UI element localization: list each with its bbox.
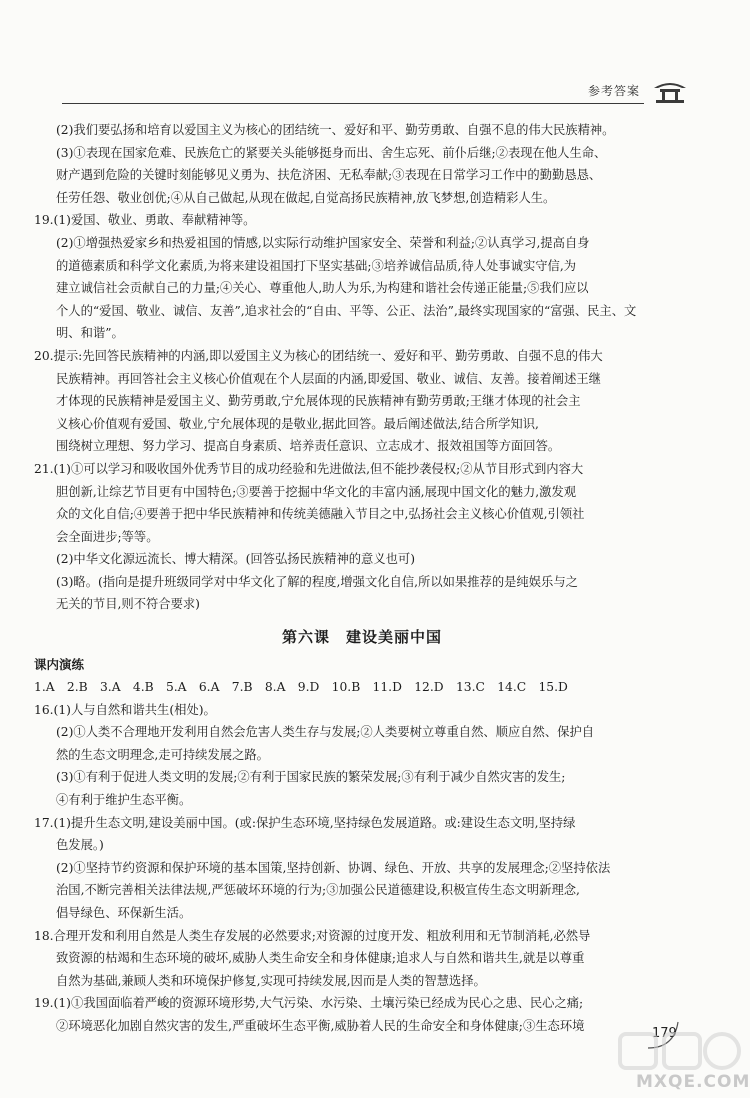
answer-line: 然的生态文明理念,走可持续发展之路。 [56, 747, 269, 762]
answer-line: 17.(1)提升生态文明,建设美丽中国。(或:保护生态环境,坚持绿色发展道路。或:建设生态文明,坚持绿 [34, 815, 576, 830]
page-header [62, 76, 692, 106]
answer-line: (3)①有利于促进人类文明的发展;②有利于国家民族的繁荣发展;③有利于减少自然灾害的发生; [56, 770, 566, 785]
answer-line: 19.(1)爱国、敬业、勇敢、奉献精神等。 [34, 213, 256, 228]
answer-line: (3)①表现在国家危难、民族危亡的紧要关头能够挺身而出、舍生忘死、前仆后继;②表现在他人生命、 [56, 145, 607, 160]
answer-line: 任劳任怨、敬业创优;④从自己做起,从现在做起,自觉高扬民族精神,放飞梦想,创造精彩人生。 [56, 190, 556, 205]
answers-lesson-6 [34, 676, 690, 1038]
header-rule [62, 103, 644, 104]
answer-line: (3)略。(指向是提升班级同学对中华文化了解的程度,增强文化自信,所以如果推荐的是纯娱乐与之 [56, 574, 578, 589]
answer-content [34, 119, 690, 1038]
answer-line: 建立诚信社会贡献自己的力量;④关心、尊重他人,助人为乐,为构建和谐社会传递正能量;⑤我们应以 [56, 281, 589, 296]
lesson-title: 第六课 建设美丽中国 [281, 628, 442, 647]
answer-line: 致资源的枯竭和生态环境的破坏,威胁人类生命安全和身体健康;追求人与自然和谐共生,就是以尊重 [56, 951, 585, 966]
answer-line: 21.(1)①可以学习和吸收国外优秀节目的成功经验和先进做法,但不能抄袭侵权;②从节目形式到内容大 [34, 461, 584, 476]
answer-line: 明、和谐”。 [56, 326, 124, 341]
watermark-text: MXQE.COM [636, 1072, 750, 1092]
answer-line: 会全面进步;等等。 [56, 529, 159, 544]
page-number: 179 [652, 1026, 677, 1041]
answer-line: (2)①增强热爱家乡和热爱祖国的情感,以实际行动维护国家安全、荣誉和利益;②认真学习,提高自身 [56, 235, 590, 250]
answer-line: 围绕树立理想、努力学习、提高自身素质、培养责任意识、立志成才、报效祖国等方面回答。 [56, 439, 561, 454]
answer-line: (2)中华文化源远流长、博大精深。(回答弘扬民族精神的意义也可) [56, 552, 416, 567]
answer-line: ②环境恶化加剧自然灾害的发生,严重破坏生态平衡,威胁着人民的生命安全和身体健康;③生态环境 [56, 1018, 585, 1033]
answer-line: 的道德素质和科学文化素质,为将来建设祖国打下坚实基础;③培养诚信品质,待人处事诚实守信,为 [56, 258, 577, 273]
header-label: 参考答案 [587, 84, 640, 98]
answer-line: 治国,不断完善相关法律法规,严惩破坏环境的行为;③加强公民道德建设,积极宣传生态文明新理念, [56, 883, 580, 898]
answer-line: 倡导绿色、环保新生活。 [56, 906, 192, 920]
answer-line: 众的文化自信;④要善于把中华民族精神和传统美德融入节目之中,弘扬社会主义核心价值观,引领社 [56, 507, 585, 522]
answer-line: 1.A 2.B 3.A 4.B 5.A 6.A 7.B 8.A 9.D 10.B 11.D 12.D 13.C 14.C 15.D [34, 680, 568, 695]
answer-line: 19.(1)①我国面临着严峻的资源环境形势,大气污染、水污染、土壤污染已经成为民心之患、民心之痛; [34, 996, 584, 1011]
answer-line: (2)①坚持节约资源和保护环境的基本国策,坚持创新、协调、绿色、开放、共享的发展理念;②坚持依法 [56, 860, 611, 875]
answers-lesson-5 [34, 119, 690, 616]
answer-line: 财产遇到危险的关键时刻能够见义勇为、扶危济困、无私奉献;③表现在日常学习工作中的勤勤恳恳、 [56, 168, 602, 183]
section-heading: 课内演练 [34, 657, 85, 673]
answer-line: (2)我们要弘扬和培育以爱国主义为核心的团结统一、爱好和平、勤劳勇敢、自强不息的伟大民族精神。 [56, 123, 615, 137]
answer-line: 20.提示:先回答民族精神的内涵,即以爱国主义为核心的团结统一、爱好和平、勤劳勇敢、自强不息的伟大 [34, 348, 603, 363]
pavilion-icon [648, 76, 692, 106]
answer-line: (2)①人类不合理地开发利用自然会危害人类生存与发展;②人类要树立尊重自然、顺应自然、保护自 [56, 725, 595, 740]
answer-line: ④有利于维护生态平衡。 [56, 793, 192, 808]
answer-line: 个人的“爱国、敬业、诚信、友善”,追求社会的“自由、平等、公正、法治”,最终实现国家的“富强、民主、文 [56, 303, 637, 318]
answer-line: 才体现的民族精神是爱国主义、勤劳勇敢,宁允展体现的民族精神有勤劳勇敢;王继才体现的社会主 [56, 394, 581, 409]
answer-line: 义核心价值观有爱国、敬业,宁允展体现的是敬业,据此回答。最后阐述做法,结合所学知识, [56, 416, 539, 431]
answer-line: 自然为基础,兼顾人类和环境保护修复,实现可持续发展,因而是人类的智慧选择。 [56, 973, 486, 988]
answer-line: 胆创新,让综艺节目更有中国特色;③要善于挖掘中华文化的丰富内涵,展现中国文化的魅力,激发观 [56, 484, 577, 499]
answer-line: 18.合理开发和利用自然是人类生存发展的必然要求;对资源的过度开发、粗放利用和无节制消耗,必然导 [34, 928, 591, 943]
answer-line: 民族精神。再回答社会主义核心价值观在个人层面的内涵,即爱国、敬业、诚信、友善。接着阐述王继 [56, 371, 601, 386]
answer-line: 16.(1)人与自然和谐共生(相处)。 [34, 702, 216, 717]
answer-line: 无关的节目,则不符合要求) [56, 597, 200, 612]
answer-line: 色发展。) [56, 838, 104, 853]
